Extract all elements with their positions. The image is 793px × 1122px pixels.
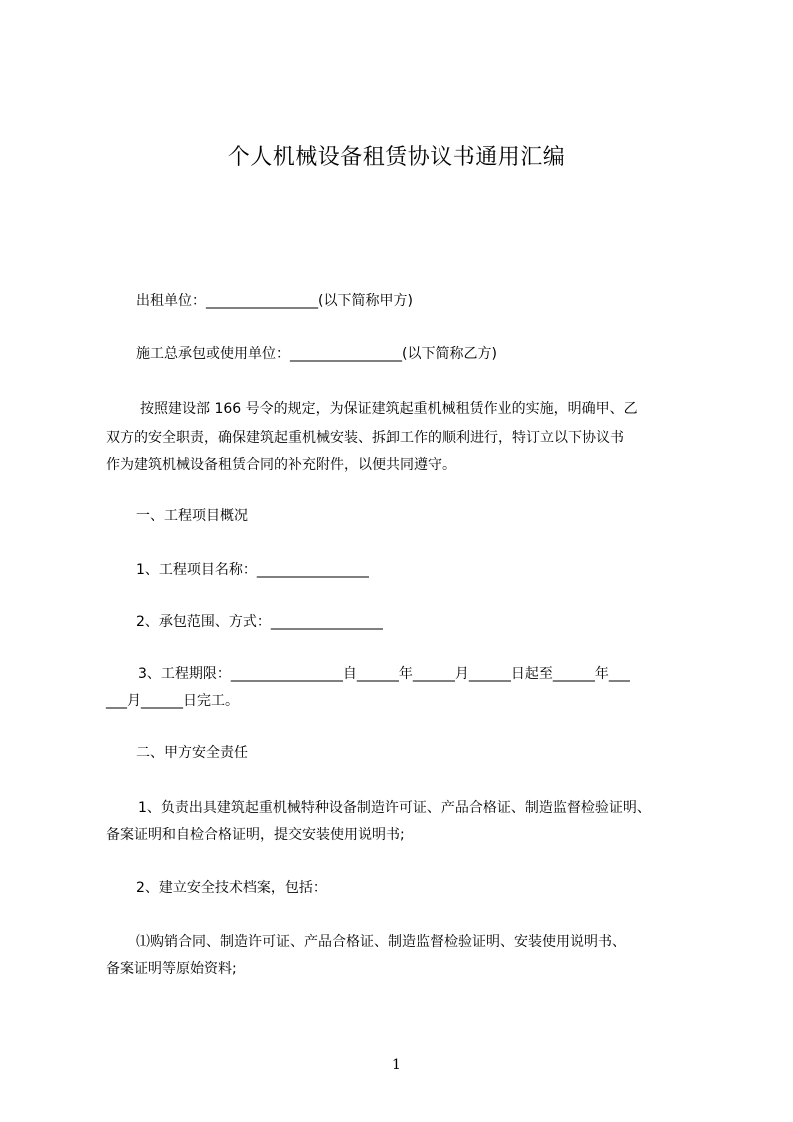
page-number: 1 <box>392 1057 401 1073</box>
party-a-duty-1-line-2: 备案证明和自检合格证明，提交安装使用说明书; <box>106 827 405 843</box>
lessee-line: 施工总承包或使用单位：________________(以下简称乙方) <box>136 346 497 362</box>
section-2-heading: 二、甲方安全责任 <box>136 745 248 761</box>
intro-line-2: 双方的安全职责，确保建筑起重机械安装、拆卸工作的顺利进行，特订立以下协议书 <box>106 430 624 446</box>
contract-scope-line: 2、承包范围、方式：________________ <box>136 614 383 630</box>
project-period-line-2: ___月______日完工。 <box>106 693 239 709</box>
intro-line-1: 按照建设部 166 号令的规定，为保证建筑起重机械租赁作业的实施，明确甲、乙 <box>140 401 638 417</box>
project-name-line: 1、工程项目名称：________________ <box>136 562 369 578</box>
project-period-line-1: 3、工程期限：________________自______年______月______日起至______年___ <box>138 666 630 682</box>
document-title: 个人机械设备租赁协议书通用汇编 <box>227 145 566 170</box>
lessor-line: 出租单位：________________(以下简称甲方) <box>136 293 413 309</box>
intro-line-3: 作为建筑机械设备租赁合同的补充附件，以便共同遵守。 <box>106 457 456 473</box>
party-a-duty-1-line-1: 1、负责出具建筑起重机械特种设备制造许可证、产品合格证、制造监督检验证明、 <box>138 800 651 816</box>
section-1-heading: 一、工程项目概况 <box>136 508 248 524</box>
archive-item-1-line-1: ⑴购销合同、制造许可证、产品合格证、制造监督检验证明、安装使用说明书、 <box>136 934 626 950</box>
party-a-duty-2: 2、建立安全技术档案，包括： <box>136 880 327 896</box>
archive-item-1-line-2: 备案证明等原始资料; <box>106 961 237 977</box>
